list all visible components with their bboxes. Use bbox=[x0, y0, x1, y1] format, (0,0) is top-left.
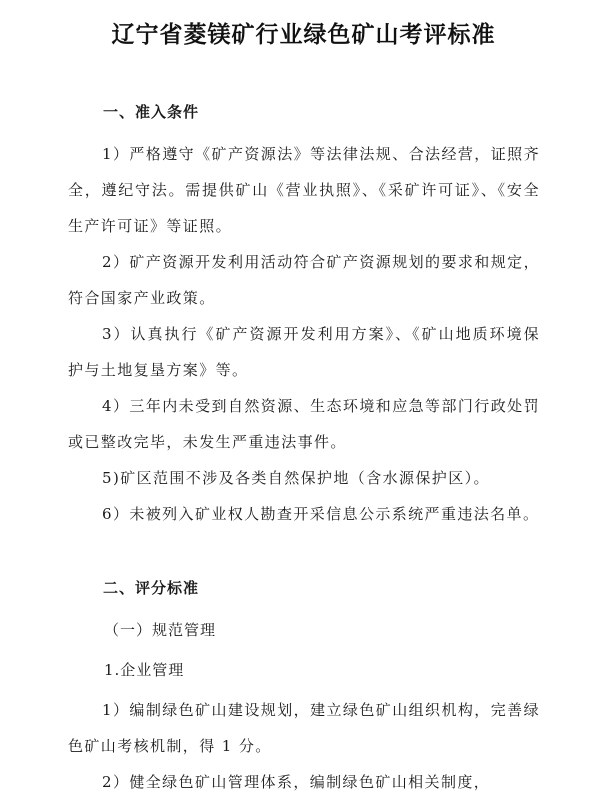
section-heading-admission: 一、准入条件 bbox=[103, 103, 200, 121]
document-title: 辽宁省菱镁矿行业绿色矿山考评标准 bbox=[111, 22, 496, 48]
item-heading-enterprise: 1.企业管理 bbox=[104, 661, 185, 679]
condition-paragraph-1: 1）严格遵守《矿产资源法》等法律法规、合法经营，证照齐全，遵纪守法。需提供矿山《营业执照》、《采矿许可证》、《安全生产许可证》等证照。 bbox=[68, 145, 540, 235]
condition-paragraph-3: 3）认真执行《矿产资源开发利用方案》、《矿山地质环境保护与土地复垦方案》等。 bbox=[68, 325, 540, 379]
subsection-heading-management: （一）规范管理 bbox=[104, 621, 217, 639]
condition-paragraph-6: 6）未被列入矿业权人勘查开采信息公示系统严重违法名单。 bbox=[102, 505, 540, 523]
condition-paragraph-5: 5)矿区范围不涉及各类自然保护地（含水源保护区）。 bbox=[102, 469, 490, 487]
section-heading-scoring: 二、评分标准 bbox=[103, 579, 200, 597]
condition-paragraph-4: 4）三年内未受到自然资源、生态环境和应急等部门行政处罚或已整改完毕，未发生严重违法事件。 bbox=[68, 397, 540, 451]
criteria-paragraph-2: 2）健全绿色矿山管理体系，编制绿色矿山相关制度， bbox=[102, 773, 491, 791]
criteria-paragraph-1: 1）编制绿色矿山建设规划，建立绿色矿山组织机构，完善绿色矿山考核机制，得 1 分。 bbox=[68, 701, 540, 755]
condition-paragraph-2: 2）矿产资源开发利用活动符合矿产资源规划的要求和规定，符合国家产业政策。 bbox=[68, 253, 540, 307]
